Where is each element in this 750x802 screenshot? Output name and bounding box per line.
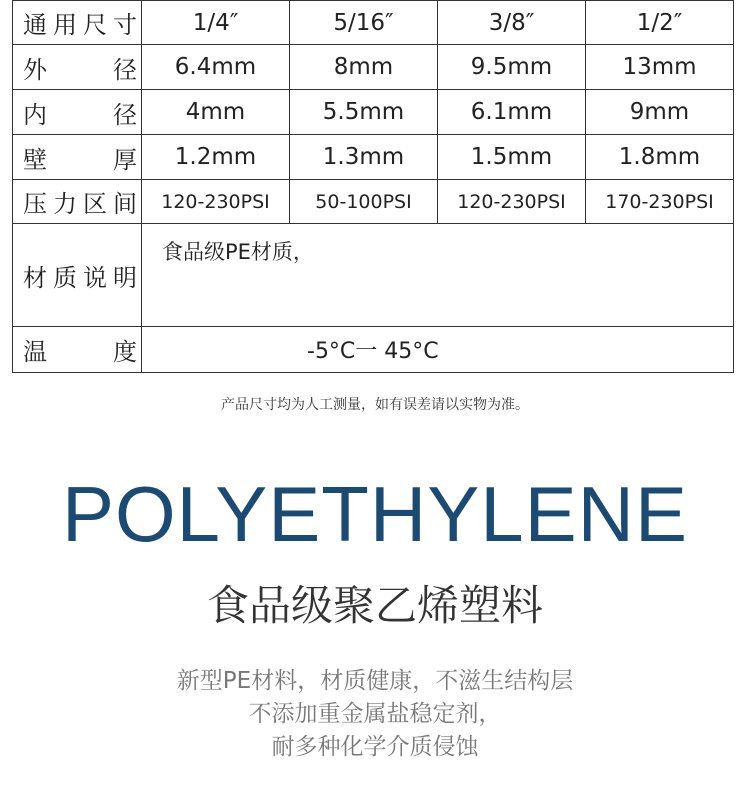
- row-label-size: 通用尺寸: [13, 1, 142, 45]
- description-line: 不添加重金属盐稳定剂，: [248, 701, 502, 727]
- value-cell: 50-100PSI: [290, 180, 438, 224]
- subheading: 食品级聚乙烯塑料: [206, 581, 543, 630]
- value-cell: 8mm: [290, 45, 438, 90]
- temperature-value: -5°C一 45°C: [142, 327, 734, 373]
- description-line: 新型PE材料，材质健康，不滋生结构层: [176, 668, 574, 694]
- measurement-note: 产品尺寸均为人工测量，如有误差请以实物为准。: [221, 397, 529, 413]
- description: [0, 665, 750, 764]
- headline: POLYETHYLENE: [61, 470, 689, 558]
- value-cell: 5.5mm: [290, 90, 438, 135]
- size-cell: 3/8″: [438, 1, 586, 45]
- value-cell: 170-230PSI: [586, 180, 734, 224]
- table-row-inner-diameter: [13, 90, 734, 135]
- row-label-temperature: 温 度: [13, 327, 142, 373]
- value-cell: 1.8mm: [586, 135, 734, 180]
- row-label-outer-diameter: 外 径: [13, 45, 142, 90]
- table-row-temperature: [13, 327, 734, 373]
- value-cell: 13mm: [586, 45, 734, 90]
- value-cell: 6.1mm: [438, 90, 586, 135]
- table-row-size: [13, 1, 734, 45]
- value-cell: 1.2mm: [142, 135, 290, 180]
- row-label-inner-diameter: 内 径: [13, 90, 142, 135]
- table-row-material: [13, 224, 734, 327]
- spec-table: [12, 0, 734, 373]
- value-cell: 120-230PSI: [438, 180, 586, 224]
- description-line: 耐多种化学介质侵蚀: [271, 734, 479, 760]
- value-cell: 9mm: [586, 90, 734, 135]
- row-label-pressure: 压力区间: [13, 180, 142, 224]
- row-label-wall-thickness: 壁 厚: [13, 135, 142, 180]
- value-cell: 6.4mm: [142, 45, 290, 90]
- value-cell: 1.3mm: [290, 135, 438, 180]
- value-cell: 1.5mm: [438, 135, 586, 180]
- material-value: 食品级PE材质，: [142, 224, 734, 327]
- size-cell: 5/16″: [290, 1, 438, 45]
- value-cell: 120-230PSI: [142, 180, 290, 224]
- row-label-material: 材质说明: [13, 224, 142, 327]
- size-cell: 1/2″: [586, 1, 734, 45]
- table-row-pressure: [13, 180, 734, 224]
- table-row-outer-diameter: [13, 45, 734, 90]
- value-cell: 9.5mm: [438, 45, 586, 90]
- table-row-wall-thickness: [13, 135, 734, 180]
- value-cell: 4mm: [142, 90, 290, 135]
- size-cell: 1/4″: [142, 1, 290, 45]
